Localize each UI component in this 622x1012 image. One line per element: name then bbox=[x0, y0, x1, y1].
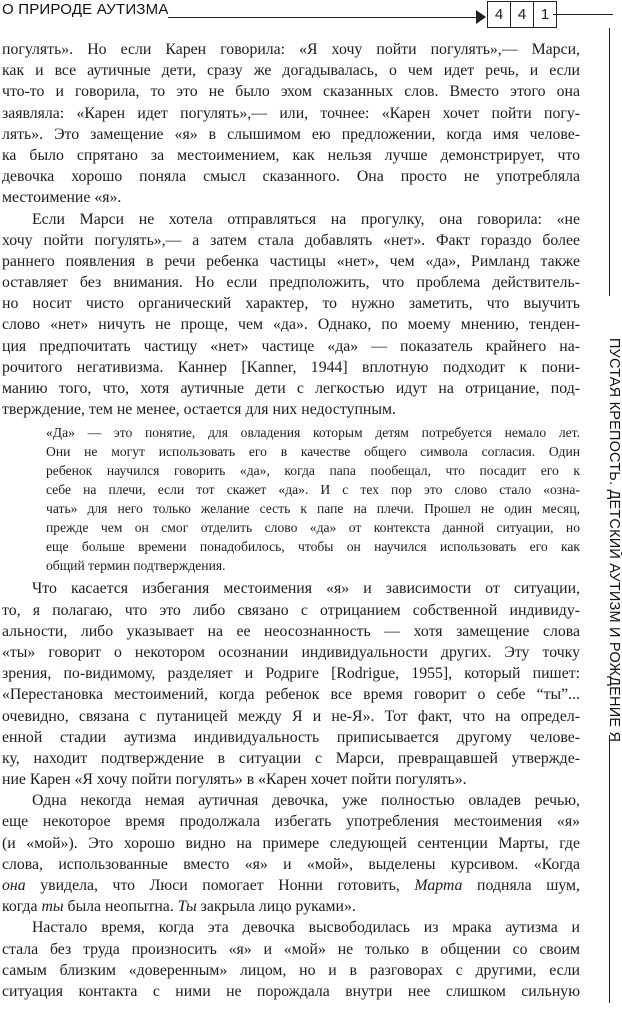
text-line: очевидно, связана с путаницей между Я и не-Я». Тот факт, что на определ- bbox=[2, 707, 580, 725]
running-head: О ПРИРОДЕ АУТИЗМА bbox=[2, 1, 169, 18]
text-run: была неопытна. bbox=[63, 898, 178, 916]
text-line: енной стадии аутизма индивидуальность приписывается другому челове- bbox=[2, 728, 580, 746]
text-line: заявляла: «Карен идет погулять»,— или, точнее: «Карен хочет пойти погу- bbox=[2, 104, 580, 122]
quote-line: «Да» — это понятие, для овладения которым детям потребуется немало лет. bbox=[46, 425, 580, 441]
paragraph-3 bbox=[2, 578, 580, 790]
text-run: увидела, что Люси помогает Нонни готовить, bbox=[25, 877, 415, 894]
text-line: раннего появления в речи ребенка частицы «нет», чем «да», Римланд также bbox=[2, 252, 580, 270]
text-line: (и «мой»). Это хорошо видно на примере следующей сентенции Марты, где bbox=[2, 834, 580, 852]
text-line: хочу пойти погулять»,— а затем стала добавлять «нет». Факт гораздо более bbox=[2, 231, 580, 249]
text-line: местоимение «я». bbox=[2, 189, 122, 207]
text-line: слова, использованные вместо «я» и «мой», выделены курсивом. «Когда bbox=[2, 855, 580, 873]
text-run: подняла шум, bbox=[462, 877, 580, 894]
side-rule-bottom bbox=[609, 735, 610, 1003]
quote-line: еще больше времени понадобилось, чтобы он научился использовать его как bbox=[46, 539, 580, 555]
text-line bbox=[2, 896, 580, 917]
page-number-digit: 1 bbox=[534, 2, 557, 27]
text-line: слово «нет» ничуть не проще, чем «да». Однако, по моему мнению, тенден- bbox=[2, 316, 580, 334]
text-line: еще некоторое время продолжала избегать употребления местоимения «я» bbox=[2, 813, 580, 831]
italic-word: она bbox=[2, 877, 26, 894]
text-line: альности, либо указывает на ее неосознанность — хотя замещение слова bbox=[2, 622, 580, 640]
page-number-digit: 4 bbox=[488, 2, 511, 27]
text-line: Если Марси не хотела отправляться на прогулку, она говорила: «не bbox=[32, 210, 580, 228]
text-line: тверждение, тем не менее, остается для них недоступным. bbox=[2, 401, 396, 419]
paragraph-2 bbox=[2, 209, 580, 421]
paragraph-1 bbox=[2, 39, 580, 209]
italic-word: Марта bbox=[414, 877, 463, 894]
text-line: стала без труда произносить «я» и «мой» не только в общении со своим bbox=[2, 940, 580, 958]
text-line: ка было спрятано за местоимением, как нельзя лучше демонстрирует, что bbox=[2, 146, 580, 164]
text-run: закрыла лицо руками». bbox=[196, 898, 356, 916]
text-line: как и все аутичные дети, сразу же догадывалась, о чем идет речь, и если bbox=[2, 62, 580, 80]
header-arrow-icon bbox=[476, 10, 486, 24]
text-line: но носит чисто органический характер, то нужно заметить, что выучить bbox=[2, 295, 580, 313]
text-line: погулять». Но если Карен говорила: «Я хочу пойти погулять»,— Марси, bbox=[2, 41, 580, 58]
text-line bbox=[2, 875, 580, 896]
text-line: ситуация контакта с ними не порождала внутри нее слишком сильную bbox=[2, 982, 580, 1000]
quote-line: общий термин подтверждения. bbox=[46, 558, 226, 574]
quote-line: ребенок научился говорить «да», когда папа пообещал, что посадит его к bbox=[46, 463, 580, 479]
quote-line: чать» для него только желание сесть к папе на плечи. Прошел не один месяц, bbox=[46, 501, 580, 517]
header-rule bbox=[168, 17, 482, 18]
text-line: рочитого негативизма. Каннер [Kanner, 1944] вплотную подходит к пони- bbox=[2, 358, 580, 376]
text-line: девочка хорошо поняла смысл сказанного. Она просто не употребляла bbox=[2, 168, 580, 186]
text-line: «ты» говорит о некотором осознании индивидуальности других. Эту точку bbox=[2, 643, 580, 661]
block-quote bbox=[46, 423, 580, 575]
text-line: зрения, по-видимому, разделяет и Родриге [Rodrigue, 1955], который пишет: bbox=[2, 665, 580, 683]
page-number-digit: 4 bbox=[511, 2, 534, 27]
text-line: ку, находит подтверждение в ситуации с Марси, превращавшей утвержде- bbox=[2, 749, 580, 767]
text-line: Одна некогда немая аутичная девочка, уже полностью овладев речью, bbox=[32, 792, 580, 810]
text-line: самым близким «доверенным» лицом, но и в разговорах с другими, если bbox=[2, 961, 580, 979]
side-book-title: ПУСТАЯ КРЕПОСТЬ. ДЕТСКИЙ АУТИЗМ И РОЖДЕНИЕ Я bbox=[606, 338, 622, 743]
paragraph-5 bbox=[2, 917, 580, 1002]
text-line: «Перестановка местоимений, когда ребенок все время говорит о себе “ты”... bbox=[2, 686, 580, 704]
text-line: ние Карен «Я хочу пойти погулять» в «Карен хочет пойти погулять». bbox=[2, 771, 467, 789]
page-number-box bbox=[487, 1, 557, 28]
text-line: ция предпочитать частицу «нет» частице «да» — показатель крайнего на- bbox=[2, 337, 580, 355]
quote-line: Они не могут использовать его в качестве общего символа согласия. Один bbox=[46, 444, 580, 460]
quote-line: себе на плечи, если тот скажет «да». И с тех пор это слово стало «озна- bbox=[46, 482, 580, 498]
text-line: Настало время, когда эта девочка высвободилась из мрака аутизма и bbox=[32, 919, 580, 937]
text-run: когда bbox=[2, 898, 42, 916]
text-line: лять». Это замещение «я» в слышимом ею предложении, когда имя челове- bbox=[2, 125, 580, 143]
text-line: что-то и говорила, то это не было эхом сказанных слов. Вместо этого она bbox=[2, 83, 580, 101]
folio-rule bbox=[553, 14, 613, 15]
italic-word: ты bbox=[41, 898, 64, 916]
side-rule-top bbox=[609, 28, 610, 296]
body-text bbox=[2, 39, 580, 1002]
quote-line: прежде чем он смог отделить слово «да» от контекста данной ситуации, но bbox=[46, 520, 580, 536]
text-line: манию того, что, хотя аутичные дети с легкостью идут на отрицание, под- bbox=[2, 380, 580, 397]
text-line: Что касается избегания местоимения «я» и зависимости от ситуации, bbox=[32, 580, 580, 598]
paragraph-4 bbox=[2, 790, 580, 917]
italic-word: Ты bbox=[177, 898, 197, 916]
text-line: оставляет без внимания. Но если предположить, что проблема действитель- bbox=[2, 274, 580, 292]
text-line: то, я полагаю, что это либо связано с отрицанием собственной индивиду- bbox=[2, 601, 580, 619]
